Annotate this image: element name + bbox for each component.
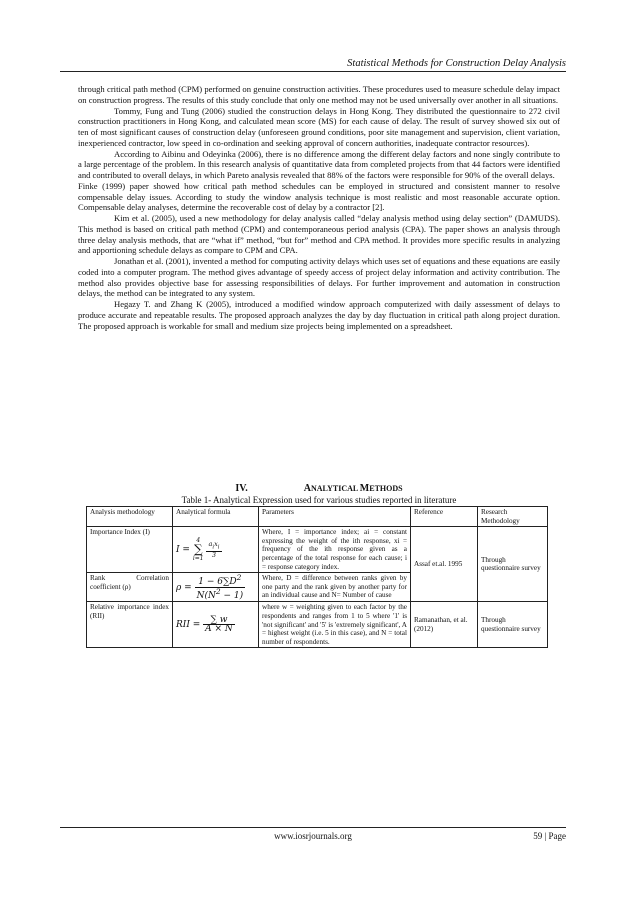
table-header-cell: Analytical formula: [173, 507, 259, 527]
table-header-cell: Research Methodology: [478, 507, 548, 527]
numerator-a: a: [208, 539, 213, 548]
method-cell: Rank Correlation coefficient (ρ): [87, 573, 173, 602]
paragraph: Jonathan et al. (2001), invented a method for computing activity delays which uses set of equations and these equations are easily coded into a computer program. The method gives advantage of speedy access of project delay information and activity contribution. The method also provides objective base for assessing responsibilities of delays. For further improvement and automation in construction delays, the method can be integrated to any system.: [78, 256, 560, 299]
numerator-sup: 2: [236, 573, 242, 583]
parameters-cell: where w = weighting given to each factor by the respondents and ranges from 1 to 5 where '1' is 'not significant' and '5' is 'extremely significant', A = highest weight (i.e. 5 in this case), and N = total number of respondents.: [259, 602, 411, 648]
fraction-denominator: [195, 588, 246, 601]
table-header-row: [87, 507, 548, 527]
numerator-x-sub: i: [217, 543, 220, 550]
paragraph: through critical path method (CPM) performed on genuine construction activities. These procedures used to measure schedule delay impact on construction progress. The results of this study conclude that only one method may not be used universally over another in all situations.: [78, 84, 560, 105]
fraction-numerator: ∑ w: [203, 616, 235, 626]
section-title-initial-b: M: [359, 483, 370, 494]
reference-cell: Ramanathan, et al. (2012): [411, 602, 478, 648]
analytical-methods-table: [86, 506, 548, 648]
denominator-text: N(N: [196, 590, 216, 601]
formula-lhs: ρ =: [176, 582, 192, 593]
fraction-numerator: [195, 574, 246, 588]
footer-website: www.iosrjournals.org: [274, 831, 352, 841]
fraction: [203, 616, 235, 634]
running-header: [60, 58, 566, 72]
fraction-denominator: 3: [211, 550, 217, 559]
formula-lhs: RII =: [176, 620, 201, 631]
sum-lower-limit: i=1: [192, 555, 204, 563]
denominator-tail: − 1): [220, 590, 244, 601]
denominator-sup: 2: [215, 586, 221, 596]
formula-lhs: I =: [176, 545, 190, 556]
paragraph: According to Aibinu and Odeyinka (2006), there is no difference among the different delay factors and none singly contribute to a large percentage of the problem. In this research analysis of quantitative data from completed projects from that 44 factors were identified and contributed to overall delays, in which Pareto analysis revealed that 88% of the factors were responsible for 90% of the overall delays.: [78, 148, 560, 180]
body-text: [78, 84, 560, 331]
numerator-x: x: [214, 539, 218, 548]
numerator-a-sub: i: [212, 543, 215, 550]
table-caption: Table 1- Analytical Expression used for various studies reported in literature: [181, 495, 457, 505]
method-cell: Relative importance index (RII): [87, 602, 173, 648]
section-number: IV.: [235, 483, 248, 494]
table-header-cell: Parameters: [259, 507, 411, 527]
research-methodology-cell: Through questionnaire survey: [478, 602, 548, 648]
paragraph: Hegazy T. and Zhang K (2005), introduced a modified window approach computerized with daily assessment of delays to produce accurate and repeatable results. The proposed approach analyzes the day by day fluctuation in critical path along project duration. The proposed approach is workable for small and medium size projects being implemented on a spreadsheet.: [78, 299, 560, 331]
research-methodology-cell: Through questionnaire survey: [478, 527, 548, 602]
table-row: [87, 602, 548, 648]
paragraph: Finke (1999) paper showed how critical path method schedules can be employed in structured and consistent manner to resolve compensable delay issues. According to study the window analysis technique is most realistic and most reasonable accurate option. Compensable delay analyses, determine the recoverable cost of delay by a contractor [2].: [78, 180, 560, 213]
table-header-cell: Reference: [411, 507, 478, 527]
running-title: Statistical Methods for Construction Delay Analysis: [347, 58, 566, 69]
importance-index-formula: [176, 537, 222, 563]
section-title-initial-a: A: [303, 483, 311, 494]
section-title-rest-a: NALYTICAL: [310, 484, 360, 493]
page-number: 59 | Page: [533, 831, 566, 841]
parameters-cell: Where, I = importance index; ai = constant expressing the weight of the ith response, xi = frequency of the ith response given as a percentage of the total response for each cause; i = response category index.: [259, 527, 411, 573]
summation: [193, 537, 204, 562]
fraction: [206, 541, 221, 559]
fraction-denominator: A × N: [205, 624, 233, 635]
table-header-cell: Analysis methodology: [87, 507, 173, 527]
formula-cell: [173, 527, 259, 573]
paragraph: Tommy, Fung and Tung (2006) studied the construction delays in Hong Kong. They distributed the questionnaire to 272 civil construction practitioners in Hong Kong, and calculated mean score (MS) for each cause of delay. The result of survey showed six out of ten of most significant causes of construction delay (unforeseen ground conditions, poor site management and supervision, client variation, inexperienced contractor, low speed in co-ordination and seeking approval of concern authorities, inadequate contractor resources).: [78, 105, 560, 148]
numerator-text: 1 − 6∑D: [198, 577, 237, 588]
section-heading: [78, 483, 560, 494]
formula-cell: [173, 602, 259, 648]
page-footer: [60, 827, 566, 841]
section-title-rest-b: ETHODS: [369, 484, 403, 493]
sum-symbol: ∑: [193, 542, 203, 557]
method-cell: Importance Index (I): [87, 527, 173, 573]
paragraph: Kim et al. (2005), used a new methodology for delay analysis called “delay analysis method using delay section” (DAMUDS). This method is based on critical path method (CPM) and contemporaneous period analysis (CPA). The paper shows an analysis through three delay analysis methods, that are “what if” method, “but for” method and CPA method. It provides more specific results in analyzing and apportioning schedule delays as compare to CPM and CPA.: [78, 213, 560, 256]
reference-cell: Assaf et.al. 1995: [411, 527, 478, 602]
parameters-cell: Where, D = difference between ranks given by one party and the rank given by another party for an individual cause and N= Number of cause: [259, 573, 411, 602]
table-row: [87, 527, 548, 573]
fraction: [195, 574, 246, 600]
relative-importance-index-formula: [176, 614, 235, 635]
sum-upper-limit: 4: [196, 537, 201, 545]
formula-cell: [173, 573, 259, 602]
